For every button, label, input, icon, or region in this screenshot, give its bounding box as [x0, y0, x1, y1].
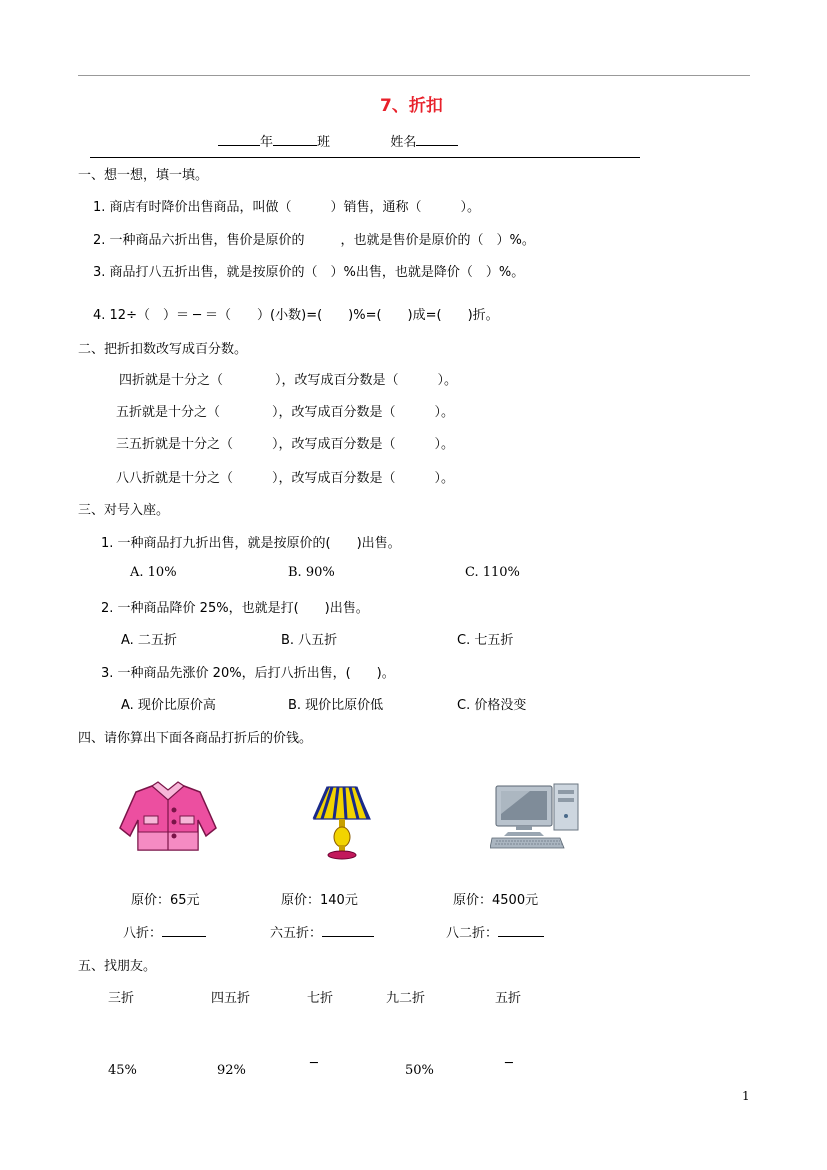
class-blank[interactable] [273, 133, 317, 146]
name-rule [90, 157, 640, 158]
match-top-item[interactable]: 五折 [495, 991, 522, 1006]
match-top-item[interactable]: 四五折 [211, 991, 251, 1006]
answer-blank[interactable] [322, 924, 374, 937]
sec3-heading: 三、对号入座。 [78, 503, 170, 518]
match-top-item[interactable]: 七折 [307, 991, 334, 1006]
coat-image [116, 780, 220, 854]
match-top-item[interactable]: 九二折 [386, 991, 426, 1006]
option-a[interactable]: A. 现价比原价高 [121, 698, 216, 713]
match-bottom-item[interactable]: 50% [405, 1063, 434, 1078]
year-blank[interactable] [218, 133, 260, 146]
page-title: 7、折扣 [380, 96, 443, 116]
name-blank[interactable] [416, 133, 458, 146]
price-computer: 原价：4500元 [453, 893, 539, 908]
discount-label: 八二折： [446, 926, 499, 941]
option-a[interactable]: A. 10% [130, 565, 177, 580]
discount-computer [446, 922, 544, 941]
computer-image [490, 782, 582, 850]
discount-coat [123, 922, 206, 941]
option-a[interactable]: A. 二五折 [121, 633, 177, 648]
match-bottom-item[interactable]: 92% [217, 1063, 246, 1078]
sec1-q2-part1: 2. 一种商品六折出售，售价是原价的 [93, 233, 305, 248]
sec1-q3: 3. 商品打八五折出售，就是按原价的（ ）%出售，也就是降价（ ）%。 [93, 265, 525, 280]
discount-label: 八折： [123, 926, 163, 941]
price-lamp: 原价：140元 [281, 893, 358, 908]
sec2-heading: 二、把折扣数改写成百分数。 [78, 342, 248, 357]
match-top-item[interactable]: 三折 [108, 991, 135, 1006]
name-label: 姓名 [390, 135, 417, 150]
lamp-image [312, 785, 372, 861]
option-b[interactable]: B. 八五折 [281, 633, 338, 648]
sec1-q2 [93, 229, 535, 248]
option-b[interactable]: B. 现价比原价低 [288, 698, 384, 713]
sec3-q3: 3. 一种商品先涨价 20%，后打八折出售，( )。 [101, 666, 395, 681]
answer-blank[interactable] [498, 924, 544, 937]
discount-lamp [270, 922, 374, 941]
sec3-q2: 2. 一种商品降价 25%，也就是打( )出售。 [101, 601, 369, 616]
sec4-heading: 四、请你算出下面各商品打折后的价钱。 [78, 731, 313, 746]
sec2-row: 三五折就是十分之（ ），改写成百分数是（ ）。 [116, 437, 455, 452]
year-label: 年 [260, 135, 274, 150]
sec3-q1: 1. 一种商品打九折出售，就是按原价的( )出售。 [101, 536, 401, 551]
sec2-row: 五折就是十分之（ ），改写成百分数是（ ）。 [116, 405, 455, 420]
match-bottom-item[interactable]: ─ [310, 1056, 318, 1071]
discount-label: 六五折： [270, 926, 323, 941]
sec1-q4: 4. 12÷（ ）＝ ─ ＝（ ）(小数)=( )%=( )成=( )折。 [93, 308, 499, 323]
match-bottom-item[interactable]: ─ [505, 1056, 513, 1071]
match-bottom-item[interactable]: 45% [108, 1063, 137, 1078]
option-c[interactable]: C. 110% [465, 565, 520, 580]
option-c[interactable]: C. 价格没变 [457, 698, 527, 713]
page-number: 1 [742, 1089, 750, 1103]
sec1-q2-part2: ，也就是售价是原价的（ ）%。 [340, 233, 535, 248]
answer-blank[interactable] [162, 924, 206, 937]
header-fields [218, 131, 458, 150]
sec2-row: 四折就是十分之（ ），改写成百分数是（ ）。 [119, 373, 458, 388]
sec1-heading: 一、想一想，填一填。 [78, 168, 209, 183]
header-rule [78, 75, 750, 76]
sec1-q1: 1. 商店有时降价出售商品，叫做（ ）销售，通称（ ）。 [93, 200, 481, 215]
option-c[interactable]: C. 七五折 [457, 633, 514, 648]
class-label: 班 [317, 135, 331, 150]
option-b[interactable]: B. 90% [288, 565, 335, 580]
sec2-row: 八八折就是十分之（ ），改写成百分数是（ ）。 [116, 471, 455, 486]
price-coat: 原价：65元 [131, 893, 200, 908]
sec5-heading: 五、找朋友。 [78, 959, 157, 974]
